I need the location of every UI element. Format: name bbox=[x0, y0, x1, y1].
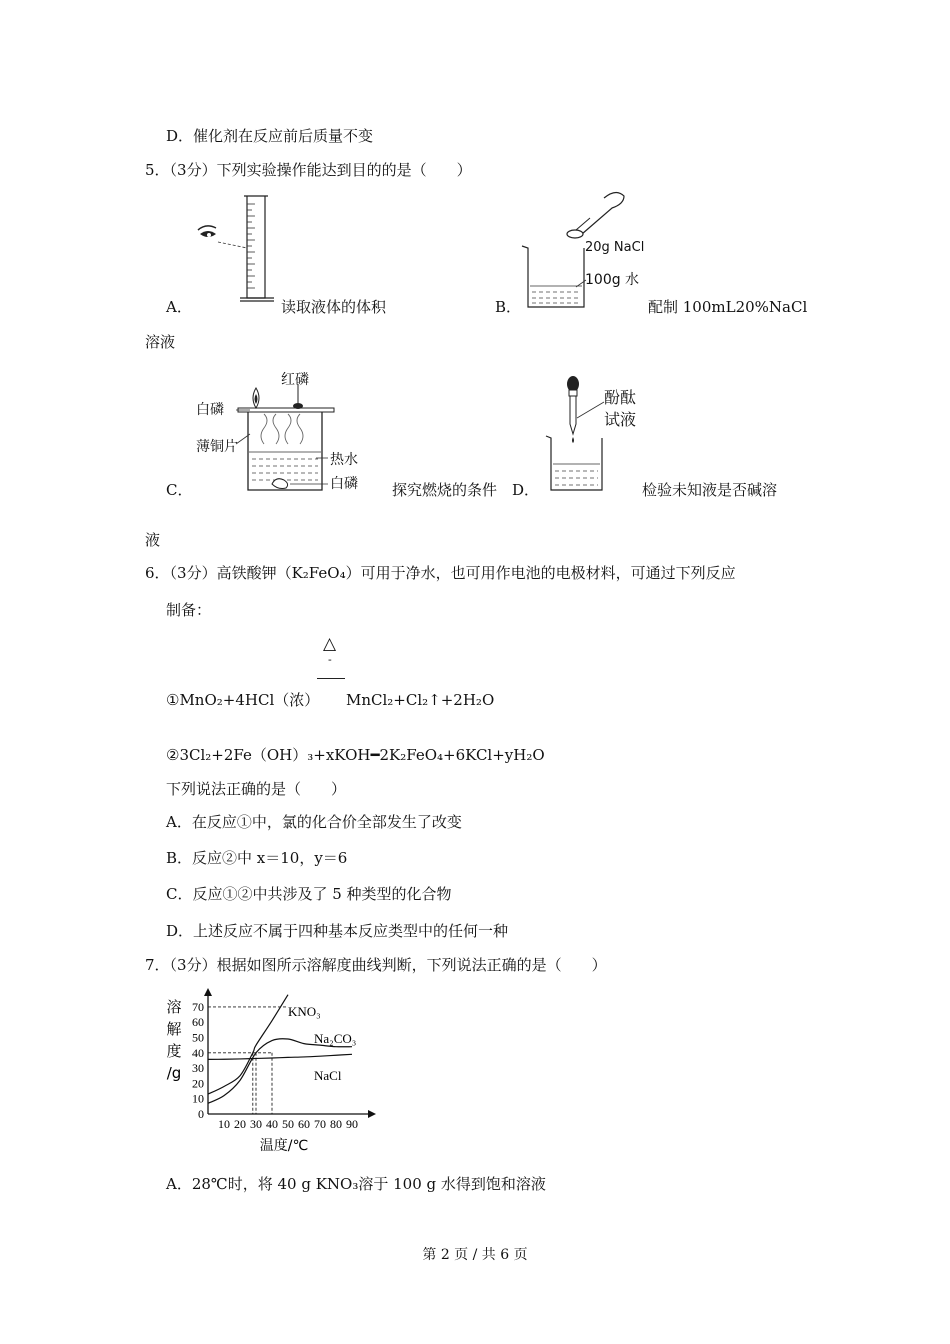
chart-y-tick-label: 50 bbox=[192, 1030, 204, 1045]
q6-eq1-right: MnCl₂+Cl₂↑+2H₂O bbox=[346, 691, 495, 709]
q5-c-letter: C． bbox=[166, 481, 193, 499]
chart-x-tick-label: 10 bbox=[218, 1117, 230, 1131]
q5-d-wrap: 液 bbox=[145, 531, 161, 549]
chart-y-tick-label: 30 bbox=[192, 1061, 204, 1076]
q6-eq1-left: ①MnO₂+4HCl（浓） bbox=[166, 691, 320, 709]
fig-c-red-phosphorus-label: 红磷 bbox=[281, 372, 309, 388]
chart-y-axis-arrow bbox=[204, 988, 212, 996]
chart-series-line-2 bbox=[208, 1054, 352, 1059]
page-footer: 第 2 页 / 共 6 页 bbox=[422, 1247, 528, 1263]
q5-a-text: 读取液体的体积 bbox=[281, 298, 387, 316]
q5-d-text: 检验未知液是否碱溶 bbox=[642, 481, 778, 499]
fig-c-copper-label: 薄铜片 bbox=[196, 439, 238, 455]
cylinder-reading-figure bbox=[192, 190, 282, 312]
chart-y-tick-label: 60 bbox=[192, 1015, 204, 1030]
q5-b-wrap: 溶液 bbox=[145, 333, 176, 351]
q6-option-b: B．反应②中 x＝10，y＝6 bbox=[166, 849, 348, 867]
white-phosphorus-icon bbox=[272, 479, 288, 489]
q6-question: 下列说法正确的是（ ） bbox=[166, 780, 347, 798]
chart-y-tick-label: 20 bbox=[192, 1076, 204, 1091]
chart-y-tick-label: 70 bbox=[192, 999, 204, 1014]
q5-c-text: 探究燃烧的条件 bbox=[392, 481, 498, 499]
chart-y-tick-label: 10 bbox=[192, 1091, 204, 1106]
fig-c-hotwater-label: 热水 bbox=[330, 452, 358, 468]
q6-option-a: A．在反应①中，氯的化合价全部发生了改变 bbox=[166, 813, 462, 831]
chart-x-tick-label: 30 bbox=[250, 1117, 262, 1131]
chart-y-axis-label-char: 解 bbox=[166, 1020, 182, 1038]
chart-x-tick-label: 70 bbox=[314, 1117, 326, 1131]
q5-stem: 5．（3分）下列实验操作能达到目的的是（ ） bbox=[145, 161, 472, 179]
chart-y-axis-label-char: 度 bbox=[166, 1042, 182, 1060]
chart-y-axis-label-char: /g bbox=[166, 1064, 182, 1082]
red-phosphorus-icon bbox=[293, 403, 303, 409]
fig-c-white-phosphorus-top-label: 白磷 bbox=[196, 402, 224, 418]
q6-eq2: ②3Cl₂+2Fe（OH）₃+xKOH━2K₂FeO₄+6KCl+yH₂O bbox=[166, 746, 545, 764]
q5-b-letter: B． bbox=[495, 298, 522, 316]
eye-icon bbox=[198, 226, 216, 237]
cylinder-graduations bbox=[247, 204, 255, 288]
chart-x-tick-label: 90 bbox=[346, 1117, 358, 1131]
fig-b-water-label: 100g 水 bbox=[585, 272, 640, 288]
chart-series-line-0 bbox=[208, 995, 288, 1094]
q6-condition-dash: - bbox=[328, 653, 332, 666]
q7-stem: 7．（3分）根据如图所示溶解度曲线判断，下列说法正确的是（ ） bbox=[145, 956, 607, 974]
solubility-chart bbox=[160, 988, 400, 1158]
q5-a-letter: A． bbox=[166, 298, 192, 316]
chart-x-tick-label: 60 bbox=[298, 1117, 310, 1131]
q4-option-d: D．催化剂在反应前后质量不变 bbox=[166, 127, 374, 145]
chart-x-tick-label: 40 bbox=[266, 1117, 278, 1131]
q6-option-c: C．反应①②中共涉及了 5 种类型的化合物 bbox=[166, 885, 452, 903]
chart-y-axis-label-char: 溶 bbox=[166, 998, 182, 1016]
phenolphthalein-figure bbox=[542, 372, 612, 498]
q7-option-a: A．28℃时，将 40 g KNO₃溶于 100 g 水得到饱和溶液 bbox=[166, 1175, 546, 1193]
chart-x-tick-label: 20 bbox=[234, 1117, 246, 1131]
chart-y-tick-label: 40 bbox=[192, 1045, 204, 1060]
q6-stem-line1: 6．（3分）高铁酸钾（K₂FeO₄）可用于净水，也可用作电池的电极材料，可通过下列反应 bbox=[145, 564, 736, 582]
chart-series-label: Na₂CO₃ bbox=[314, 1031, 357, 1046]
chart-series-label: KNO₃ bbox=[288, 1004, 321, 1019]
fig-c-white-phosphorus-bottom-label: 白磷 bbox=[330, 476, 358, 492]
chart-x-axis-arrow bbox=[368, 1110, 376, 1118]
chart-x-axis-label: 温度/℃ bbox=[259, 1138, 309, 1154]
q6-stem-line2: 制备： bbox=[166, 601, 212, 619]
q5-b-text: 配制 100mL20%NaCl bbox=[648, 298, 808, 316]
q5-d-letter: D． bbox=[512, 481, 540, 499]
chart-x-tick-label: 80 bbox=[330, 1117, 342, 1131]
chart-y-tick-label: 0 bbox=[198, 1107, 204, 1121]
chart-series-label: NaCl bbox=[314, 1068, 342, 1083]
chart-x-tick-label: 50 bbox=[282, 1117, 294, 1131]
fig-b-salt-label: 20g NaCl bbox=[585, 240, 645, 255]
steam-icon bbox=[261, 414, 303, 444]
fig-d-phenol-label-2: 试液 bbox=[604, 410, 637, 429]
q6-condition-triangle: △ bbox=[323, 634, 337, 654]
q6-option-d: D．上述反应不属于四种基本反应类型中的任何一种 bbox=[166, 922, 509, 940]
fig-d-phenol-label-1: 酚酞 bbox=[604, 388, 637, 407]
q6-condition-bar bbox=[317, 678, 345, 679]
